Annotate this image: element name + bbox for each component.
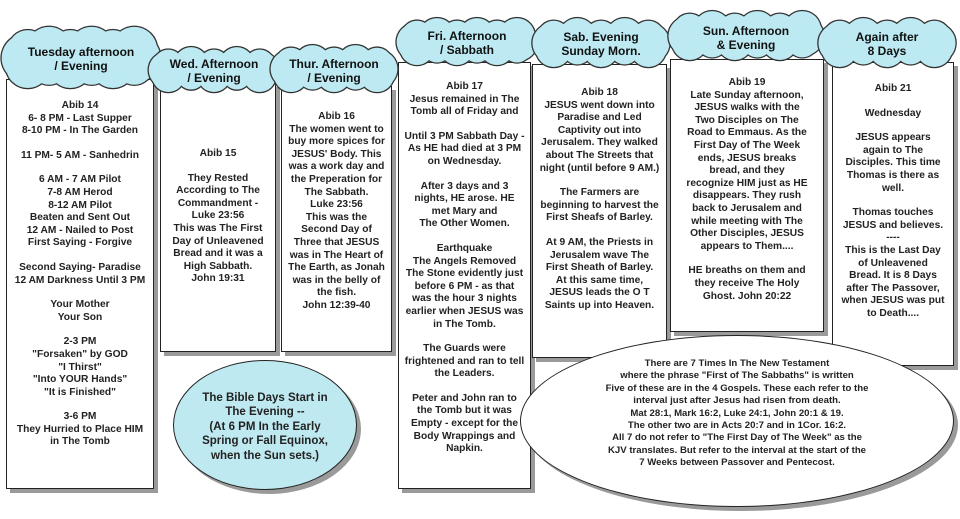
again-column-spacer	[836, 195, 950, 207]
sunday-column-line: disappears. They rush	[692, 190, 802, 202]
saturday-column-line: First Sheafs of Barley.	[546, 212, 653, 224]
tuesday-column-line: Second Saying- Paradise	[19, 261, 141, 273]
tuesday-column-line: "I Thirst"	[58, 361, 102, 373]
wednesday-column-line: According to The	[176, 185, 260, 197]
seven-times-text-line: where the phrase "First of The Sabbaths" is written	[620, 370, 854, 382]
again-column	[832, 62, 954, 366]
wednesday-column-line: They Rested	[187, 172, 249, 184]
again-column-line: well.	[881, 182, 905, 194]
thursday-column-line: was in The Heart of	[289, 249, 384, 261]
friday-column-line: As HE had died at 3 PM	[407, 143, 522, 155]
again-column-line: ----	[886, 232, 900, 244]
tuesday-column-line: Abib 14	[61, 100, 99, 111]
again-header-line1: Again after	[855, 30, 919, 44]
sunday-column-line: JESUS walks with the	[694, 102, 800, 114]
friday-header-cloud	[400, 17, 534, 67]
friday-column-line: before 6 PM - as that	[414, 280, 515, 292]
tuesday-column-line: "Into YOUR Hands"	[32, 374, 128, 386]
thursday-column-line: the Preperation for	[290, 173, 383, 185]
friday-column-line: The Angels Removed	[412, 255, 517, 267]
bible-days-text	[174, 391, 356, 463]
saturday-column-line: night (until before 9 AM.)	[539, 162, 660, 174]
again-column-spacer	[836, 120, 950, 132]
friday-column-line: the Leaders.	[434, 368, 495, 380]
thursday-column-line: Luke 23:56	[310, 199, 363, 211]
tuesday-column-line: "It is Finished"	[44, 386, 116, 398]
thursday-header-line2: / Evening	[307, 71, 361, 85]
saturday-column-line: beginning to harvest the	[540, 199, 659, 211]
friday-header-line2: / Sabbath	[439, 43, 494, 57]
friday-column-spacer	[402, 119, 527, 131]
tuesday-header-line1: Tuesday afternoon	[27, 45, 135, 59]
saturday-column-line: Saints up into Heaven.	[544, 299, 655, 311]
again-header-cloud	[822, 17, 952, 69]
sunday-column-line: Ghost. John 20:22	[702, 290, 792, 302]
wednesday-column	[160, 83, 276, 352]
seven-times-text-line: All 7 do not refer to "The First Day of The Week" as the	[612, 432, 862, 444]
friday-column-line: frightened and ran to tell	[404, 355, 525, 367]
again-column-line: of Unleavened	[858, 257, 928, 269]
tuesday-column-spacer	[10, 250, 150, 262]
tuesday-column-spacer	[10, 399, 150, 411]
bible-days-text-line: (At 6 PM In the Early	[209, 420, 321, 433]
friday-column-line: met Mary and	[431, 205, 498, 217]
again-column-line: Thomas is there as	[846, 169, 940, 181]
friday-column-line: Body Wrappings and	[413, 430, 516, 442]
again-header-line2: 8 Days	[867, 44, 907, 58]
sunday-header-line2: & Evening	[716, 38, 776, 52]
thursday-column-line: The Sabbath.	[304, 186, 369, 198]
friday-column-line: in The Tomb.	[433, 318, 496, 330]
seven-times-text-line: Mat 28:1, Mark 16:2, Luke 24:1, John 20:1 & 19.	[630, 407, 844, 419]
thursday-column-line: The Earth, as Jonah	[288, 262, 385, 274]
bible-days-note	[173, 360, 357, 490]
sunday-column	[670, 59, 824, 332]
wednesday-column-line: John 19:31	[191, 273, 245, 285]
friday-column-spacer	[402, 381, 527, 393]
friday-column-line: earlier when JESUS was	[405, 305, 524, 317]
tuesday-column-line: 7-8 AM Herod	[47, 186, 113, 198]
saturday-column-line: Jerusalem. They walked	[541, 137, 658, 149]
again-column-spacer	[836, 96, 950, 108]
again-column-line: This is the Last Day	[845, 244, 941, 256]
again-column-line: again to The	[863, 144, 923, 156]
thursday-column-line: The women went to	[289, 123, 384, 135]
tuesday-column-spacer	[10, 287, 150, 299]
sunday-column-line: First Day of The Week	[693, 139, 801, 151]
friday-column-spacer	[402, 169, 527, 181]
tuesday-column	[6, 79, 154, 489]
friday-column-line: Jesus remained in The	[409, 93, 520, 105]
friday-column-line: The Other Women.	[419, 218, 510, 230]
tuesday-column-line: 3-6 PM	[63, 411, 97, 423]
sunday-column-line: they receive The Holy	[694, 277, 800, 289]
friday-column-line: Empty - except for the	[411, 418, 518, 430]
saturday-column-line: First Sheath of Barley.	[545, 262, 654, 274]
wednesday-column-spacer	[164, 161, 272, 173]
seven-times-text-line: Five of these are in the 4 Gospels. These each refer to the	[605, 382, 869, 394]
again-column-line: Abib 21	[874, 83, 912, 94]
seven-times-text-line: There are 7 Times In The New Testament	[644, 358, 830, 369]
sunday-column-line: Road to Emmaus. As the	[687, 127, 807, 139]
bible-days-text-line: when the Sun sets.)	[211, 449, 319, 462]
friday-column-line: The Stone evidently just	[405, 268, 524, 280]
saturday-column-line: JESUS leads the O T	[549, 287, 650, 299]
sunday-column-line: bread, and they	[709, 165, 785, 177]
tuesday-column-line: 6 AM - 7 AM Pilot	[39, 174, 121, 186]
tuesday-column-line: 6- 8 PM - Last Supper	[28, 112, 132, 124]
again-column-line: after The Passover,	[846, 282, 940, 294]
sunday-column-line: Other Disciples, JESUS	[690, 228, 804, 240]
thursday-column-line: the fish.	[316, 287, 357, 299]
friday-column-line: was the hour 3 nights	[412, 293, 517, 305]
thursday-column-line: John 12:39-40	[302, 299, 371, 311]
tuesday-column-line: 11 PM- 5 AM - Sanhedrin	[21, 149, 139, 161]
sunday-header-line1: Sun. Afternoon	[702, 24, 790, 38]
tuesday-column-line: 8-10 PM - In The Garden	[21, 125, 139, 137]
wednesday-header-line1: Wed. Afternoon	[169, 57, 259, 71]
again-column-line: Disciples. This time	[845, 157, 941, 169]
wednesday-column-line: Luke 23:56	[191, 210, 245, 222]
seven-times-text-line: 7 Weeks between Passover and Pentecost.	[639, 457, 835, 469]
wednesday-column-line: Commandment -	[177, 197, 259, 209]
bible-days-text-line: Spring or Fall Equinox,	[202, 435, 328, 448]
tuesday-column-line: in The Tomb	[50, 436, 110, 448]
again-column-line: JESUS appears	[855, 132, 931, 144]
sunday-column-line: ends, JESUS breaks	[697, 152, 797, 164]
tuesday-column-line: Your Mother	[50, 299, 110, 311]
tuesday-column-spacer	[10, 162, 150, 174]
tuesday-column-line: 12 AM - Nailed to Post	[26, 224, 134, 236]
saturday-column-line: At this same time,	[555, 274, 644, 286]
bible-days-text-line: The Bible Days Start in	[202, 392, 328, 404]
tuesday-column-spacer	[10, 138, 150, 150]
seven-times-text	[521, 358, 953, 470]
friday-header-line1: Fri. Afternoon	[427, 29, 507, 43]
saturday-column	[532, 64, 667, 358]
thursday-column-line: Three that JESUS	[293, 236, 380, 248]
tuesday-column-line: 2-3 PM	[63, 336, 97, 348]
saturday-column-line: Jerusalem wave The	[549, 249, 650, 261]
saturday-column-line: Abib 18	[581, 87, 618, 98]
friday-column-spacer	[402, 331, 527, 343]
again-column-line: Thomas touches	[852, 207, 934, 219]
wednesday-column-line: Abib 15	[199, 148, 237, 159]
friday-column-spacer	[402, 231, 527, 243]
seven-times-text-line: The other two are in Acts 20:7 and in 1Cor. 16:2.	[627, 420, 847, 432]
tuesday-column-line: 8-12 AM Pilot	[48, 199, 112, 211]
bible-days-text-line: The Evening --	[225, 406, 305, 419]
wednesday-header-cloud	[152, 46, 276, 94]
thursday-column-line: JESUS' Body. This	[291, 148, 382, 160]
friday-column-line: Earthquake	[436, 242, 493, 254]
wednesday-column-line: This was The First	[173, 222, 263, 234]
tuesday-header-line2: / Evening	[54, 59, 108, 73]
saturday-column-line: Paradise and Led	[557, 112, 642, 124]
saturday-header-line1: Sab. Evening	[563, 30, 639, 44]
sunday-column-line: Late Sunday afternoon,	[690, 89, 804, 101]
tuesday-column-line: 12 AM Darkness Until 3 PM	[14, 274, 146, 286]
friday-column-line: After 3 days and 3	[420, 180, 509, 192]
saturday-header-cloud	[536, 17, 666, 69]
again-column-line: Wednesday	[864, 107, 922, 119]
again-column-line: Bread. It is 8 Days	[849, 270, 937, 282]
friday-column-line: Peter and John ran to	[412, 392, 517, 404]
tuesday-column-line: Beaten and Sent Out	[29, 212, 131, 224]
saturday-column-line: Captivity out into	[557, 124, 642, 136]
thursday-column-line: was in the belly of	[292, 274, 381, 286]
wednesday-column-line: Bread and it was a	[173, 248, 263, 260]
wednesday-header-line2: / Evening	[187, 71, 241, 85]
friday-column-line: the Tomb but it was	[417, 405, 512, 417]
wednesday-column-line: Day of Unleavened	[172, 235, 264, 247]
wednesday-column-line: High Sabbath.	[183, 260, 253, 272]
friday-column	[398, 62, 531, 489]
saturday-column-spacer	[536, 175, 663, 187]
again-column-line: when JESUS was put	[841, 295, 945, 307]
thursday-column-line: Abib 16	[318, 111, 355, 122]
thursday-column-line: This was the	[305, 211, 368, 223]
seven-times-note	[520, 335, 954, 507]
saturday-column-line: The Farmers are	[559, 187, 640, 199]
tuesday-column-line: Your Son	[57, 311, 103, 323]
thursday-header-line1: Thur. Afternoon	[289, 57, 379, 71]
friday-column-line: The Guards were	[423, 343, 506, 355]
sunday-column-line: recognize HIM just as HE	[686, 177, 808, 189]
friday-column-line: Abib 17	[446, 81, 483, 92]
sunday-column-line: Abib 19	[728, 77, 766, 88]
tuesday-column-spacer	[10, 324, 150, 336]
thursday-header-cloud	[274, 44, 394, 94]
thursday-column-line: was a work day and	[288, 161, 385, 173]
saturday-column-line: At 9 AM, the Priests in	[545, 236, 654, 248]
friday-column-line: nights, HE arose. HE	[414, 193, 515, 205]
saturday-column-line: about The Streets that	[545, 149, 654, 161]
saturday-column-line: JESUS went down into	[544, 99, 655, 111]
again-column-line: to Death....	[866, 307, 920, 319]
tuesday-header-cloud	[6, 26, 156, 90]
sunday-column-line: Two Disciples on The	[695, 114, 799, 126]
sunday-column-spacer	[674, 253, 820, 265]
seven-times-text-line: interval just after Jesus had risen from death.	[633, 395, 841, 407]
tuesday-column-line: First Saying - Forgive	[27, 237, 133, 249]
saturday-header-line2: Sunday Morn.	[561, 44, 641, 58]
friday-column-line: Until 3 PM Sabbath Day -	[404, 130, 525, 142]
thursday-column-line: buy more spices for	[288, 136, 385, 148]
sunday-header-cloud	[672, 10, 820, 62]
sunday-column-line: while meeting with The	[691, 215, 803, 227]
friday-column-line: Tomb all of Friday and	[410, 106, 519, 118]
tuesday-column-line: "Forsaken" by GOD	[32, 348, 128, 360]
tuesday-column-line: They Hurried to Place HIM	[16, 423, 144, 435]
friday-column-line: on Wednesday.	[427, 155, 502, 167]
sunday-column-line: appears to Them....	[700, 240, 794, 252]
seven-times-text-line: KJV translates. But refer to the interval at the start of the	[607, 444, 867, 456]
thursday-column	[281, 86, 392, 352]
friday-column-line: Napkin.	[446, 443, 483, 455]
sunday-column-line: back to Jerusalem and	[692, 202, 802, 214]
sunday-column-line: HE breaths on them and	[688, 265, 806, 277]
again-column-line: JESUS and believes.	[842, 219, 944, 231]
saturday-column-spacer	[536, 225, 663, 237]
thursday-column-line: Second Day of	[301, 224, 372, 236]
